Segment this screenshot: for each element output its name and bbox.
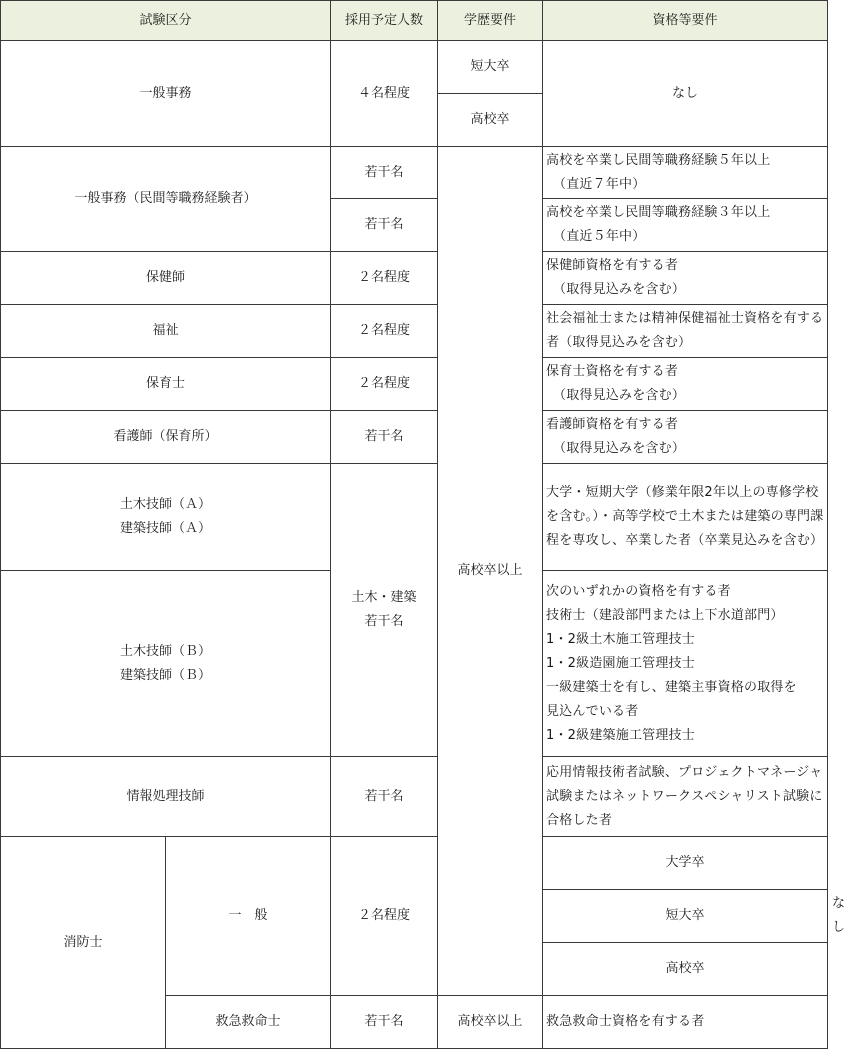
count-firefighter-ems: 若干名 (331, 996, 438, 1049)
education-firefighter-2: 短大卒 (543, 890, 828, 943)
qualification-nurse (543, 411, 828, 464)
count-line: 土木・建築 (351, 590, 417, 605)
count-engineer (331, 464, 438, 757)
req-line: （取得見込みを含む） (553, 388, 686, 403)
req-line: 1・2級建築施工管理技士 (546, 727, 695, 743)
req-line: 技術士（建設部門または上下水道部門） (546, 607, 784, 623)
education-firefighter-3: 高校卒 (543, 943, 828, 996)
category-it-engineer: 情報処理技師 (1, 757, 331, 837)
qualification-engineer-b (543, 571, 828, 757)
qualification-general-exp-2 (543, 199, 828, 252)
table-row (1, 358, 828, 411)
qualification-welfare (543, 305, 828, 358)
table-row: 消防士 一 般 ２名程度 大学卒 な し (1, 837, 828, 890)
req-line: 高校を卒業し民間等職務経験５年以上 (546, 152, 771, 168)
req-line: （取得見込みを含む） (553, 441, 686, 456)
category-line: 土木技師（Ｂ） (120, 643, 212, 659)
education-general-2: 高校卒 (438, 94, 543, 147)
count-nurse: 若干名 (331, 411, 438, 464)
subcategory-firefighter-ems: 救急救命士 (166, 996, 331, 1049)
req-text: 応用情報技術者試験、プロジェクトマネージャ試験またはネットワークスペシャリスト試験に合格した者 (546, 764, 823, 828)
category-line: 建築技師（Ａ） (120, 521, 212, 536)
count-it-engineer: 若干名 (331, 757, 438, 837)
qualification-public-health-nurse (543, 252, 828, 305)
qualification-general-exp-1 (543, 147, 828, 199)
category-welfare: 福祉 (1, 305, 331, 358)
table-row (1, 147, 828, 199)
req-text: 大学・短期大学（修業年限2年以上の専修学校を含む。）・高等学校で土木または建築の専門課程を専攻し、卒業した者（卒業見込みを含む） (546, 485, 824, 548)
req-line: 見込んでいる者 (546, 703, 639, 719)
count-line: 若干名 (364, 614, 404, 629)
category-engineer-b (1, 571, 331, 757)
category-general: 一般事務 (1, 41, 331, 147)
req-line: 看護師資格を有する者 (546, 417, 679, 432)
req-line: 保育士資格を有する者 (546, 364, 679, 379)
req-text: 社会福祉士または精神保健福祉士資格を有する者（取得見込みを含む） (546, 311, 824, 350)
count-public-health-nurse: ２名程度 (331, 252, 438, 305)
count-welfare: ２名程度 (331, 305, 438, 358)
category-line: 建築技師（Ｂ） (120, 667, 212, 683)
req-line: 高校を卒業し民間等職務経験３年以上 (546, 205, 771, 220)
count-general-exp-2: 若干名 (331, 199, 438, 252)
header-category: 試験区分 (1, 1, 331, 41)
count-general-exp-1: 若干名 (331, 147, 438, 199)
qualification-engineer-a (543, 464, 828, 571)
req-line: 1・2級土木施工管理技士 (546, 631, 695, 647)
education-firefighter-ems: 高校卒以上 (438, 996, 543, 1049)
req-line: 次のいずれかの資格を有する者 (546, 583, 731, 599)
header-count: 採用予定人数 (331, 1, 438, 41)
table-row (1, 41, 828, 94)
qualification-firefighter-ems: 救急救命士資格を有する者 (543, 996, 828, 1049)
req-line: 1・2級造園施工管理技士 (546, 655, 695, 671)
education-shared: 高校卒以上 (438, 147, 543, 996)
category-public-health-nurse: 保健師 (1, 252, 331, 305)
req-line: （取得見込みを含む） (553, 282, 686, 297)
req-line: （直近５年中） (553, 229, 646, 244)
header-row (1, 1, 828, 41)
header-qualification: 資格等要件 (543, 1, 828, 41)
req-line: 一級建築士を有し、建築主事資格の取得を (546, 679, 797, 695)
table-row (1, 252, 828, 305)
table-row (1, 464, 828, 571)
table-row (1, 757, 828, 837)
category-engineer-a (1, 464, 331, 571)
req-line: 保健師資格を有する者 (546, 258, 679, 273)
req-line: （直近７年中） (553, 176, 646, 192)
subcategory-firefighter-general: 一 般 (166, 837, 331, 996)
category-childcare: 保育士 (1, 358, 331, 411)
table-row (1, 411, 828, 464)
count-general: ４名程度 (331, 41, 438, 147)
category-general-exp: 一般事務（民間等職務経験者） (1, 147, 331, 252)
qualification-childcare (543, 358, 828, 411)
education-firefighter-1: 大学卒 (543, 837, 828, 890)
qualification-it-engineer (543, 757, 828, 837)
count-childcare: ２名程度 (331, 358, 438, 411)
education-general-1: 短大卒 (438, 41, 543, 94)
header-education: 学歴要件 (438, 1, 543, 41)
table-row (1, 305, 828, 358)
qualification-general: なし (543, 41, 828, 147)
category-nurse: 看護師（保育所） (1, 411, 331, 464)
count-firefighter-general: ２名程度 (331, 837, 438, 996)
category-firefighter: 消防士 (1, 837, 166, 1049)
category-line: 土木技師（Ａ） (120, 497, 212, 512)
